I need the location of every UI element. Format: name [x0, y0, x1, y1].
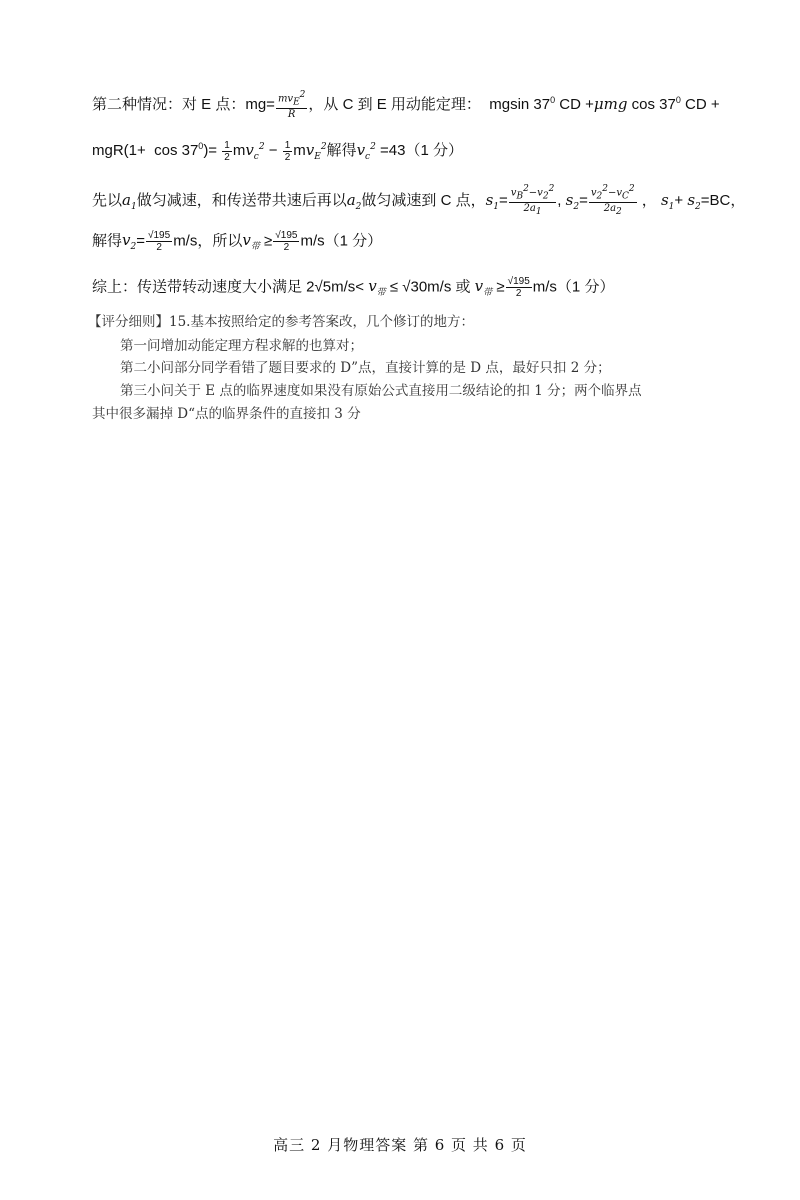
solution-line-1: 第二种情况：对 E 点：mg= $\frac{mv_E^2}{R}$ ，从 C 到 E 用动能定理： mgsin $37^0$ CD +μmg $\cos 37^0$ CD + [92, 90, 720, 121]
solution-line-3: 先以$a_1$做匀减速，和传送带共速后再以$a_2$做匀减速到 C 点，$s_1=$ $\frac{v_B^2-v_2^2}{2a_1}$ , $s_2=$ $\frac{v_2^2-v_C^2}{2a_2}$ ， $s_1+ s_2=BC$， [92, 184, 746, 218]
solution-line-2: $mgR(1+ \cos 37^0)=$ $\frac{1}{2}$ $mv_c^2$ − $\frac{1}{2}$ $mv_E^2$解得$v_c^2 =43(1$ 分） [92, 139, 463, 163]
solution-line-5: 综上：传送带转动速度大小满足 $2√5m/s< v_带 \le √30m/s$ 或 $v_带$ ≥ $\frac{√195}{2}$ m/s（1 分） [92, 276, 615, 299]
grading-point-1: 第一问增加动能定理方程求解的也算对； [120, 338, 363, 354]
grading-point-3-cont: 其中很多漏掉 D“点的临界条件的直接扣 3 分 [92, 406, 361, 422]
solution-line-4: 解得$v_2=$ $\frac{√195}{2}$ m/s，所以$v_带$ ≥ $\frac{√195}{2}$ m/s（1 分） [92, 230, 383, 253]
grading-point-3: 第三小问关于 E 点的临界速度如果没有原始公式直接用二级结论的扣 1 分；两个临界点 [120, 383, 642, 399]
grading-title: 【评分细则】15.基本按照给定的参考答案改，几个修订的地方： [88, 314, 474, 330]
grading-point-2: 第二小问部分同学看错了题目要求的 D”点，直接计算的是 D 点，最好只扣 2 分； [120, 360, 611, 376]
page-footer: 高三 2 月物理答案 第 6 页 共 6 页 [273, 1136, 527, 1154]
